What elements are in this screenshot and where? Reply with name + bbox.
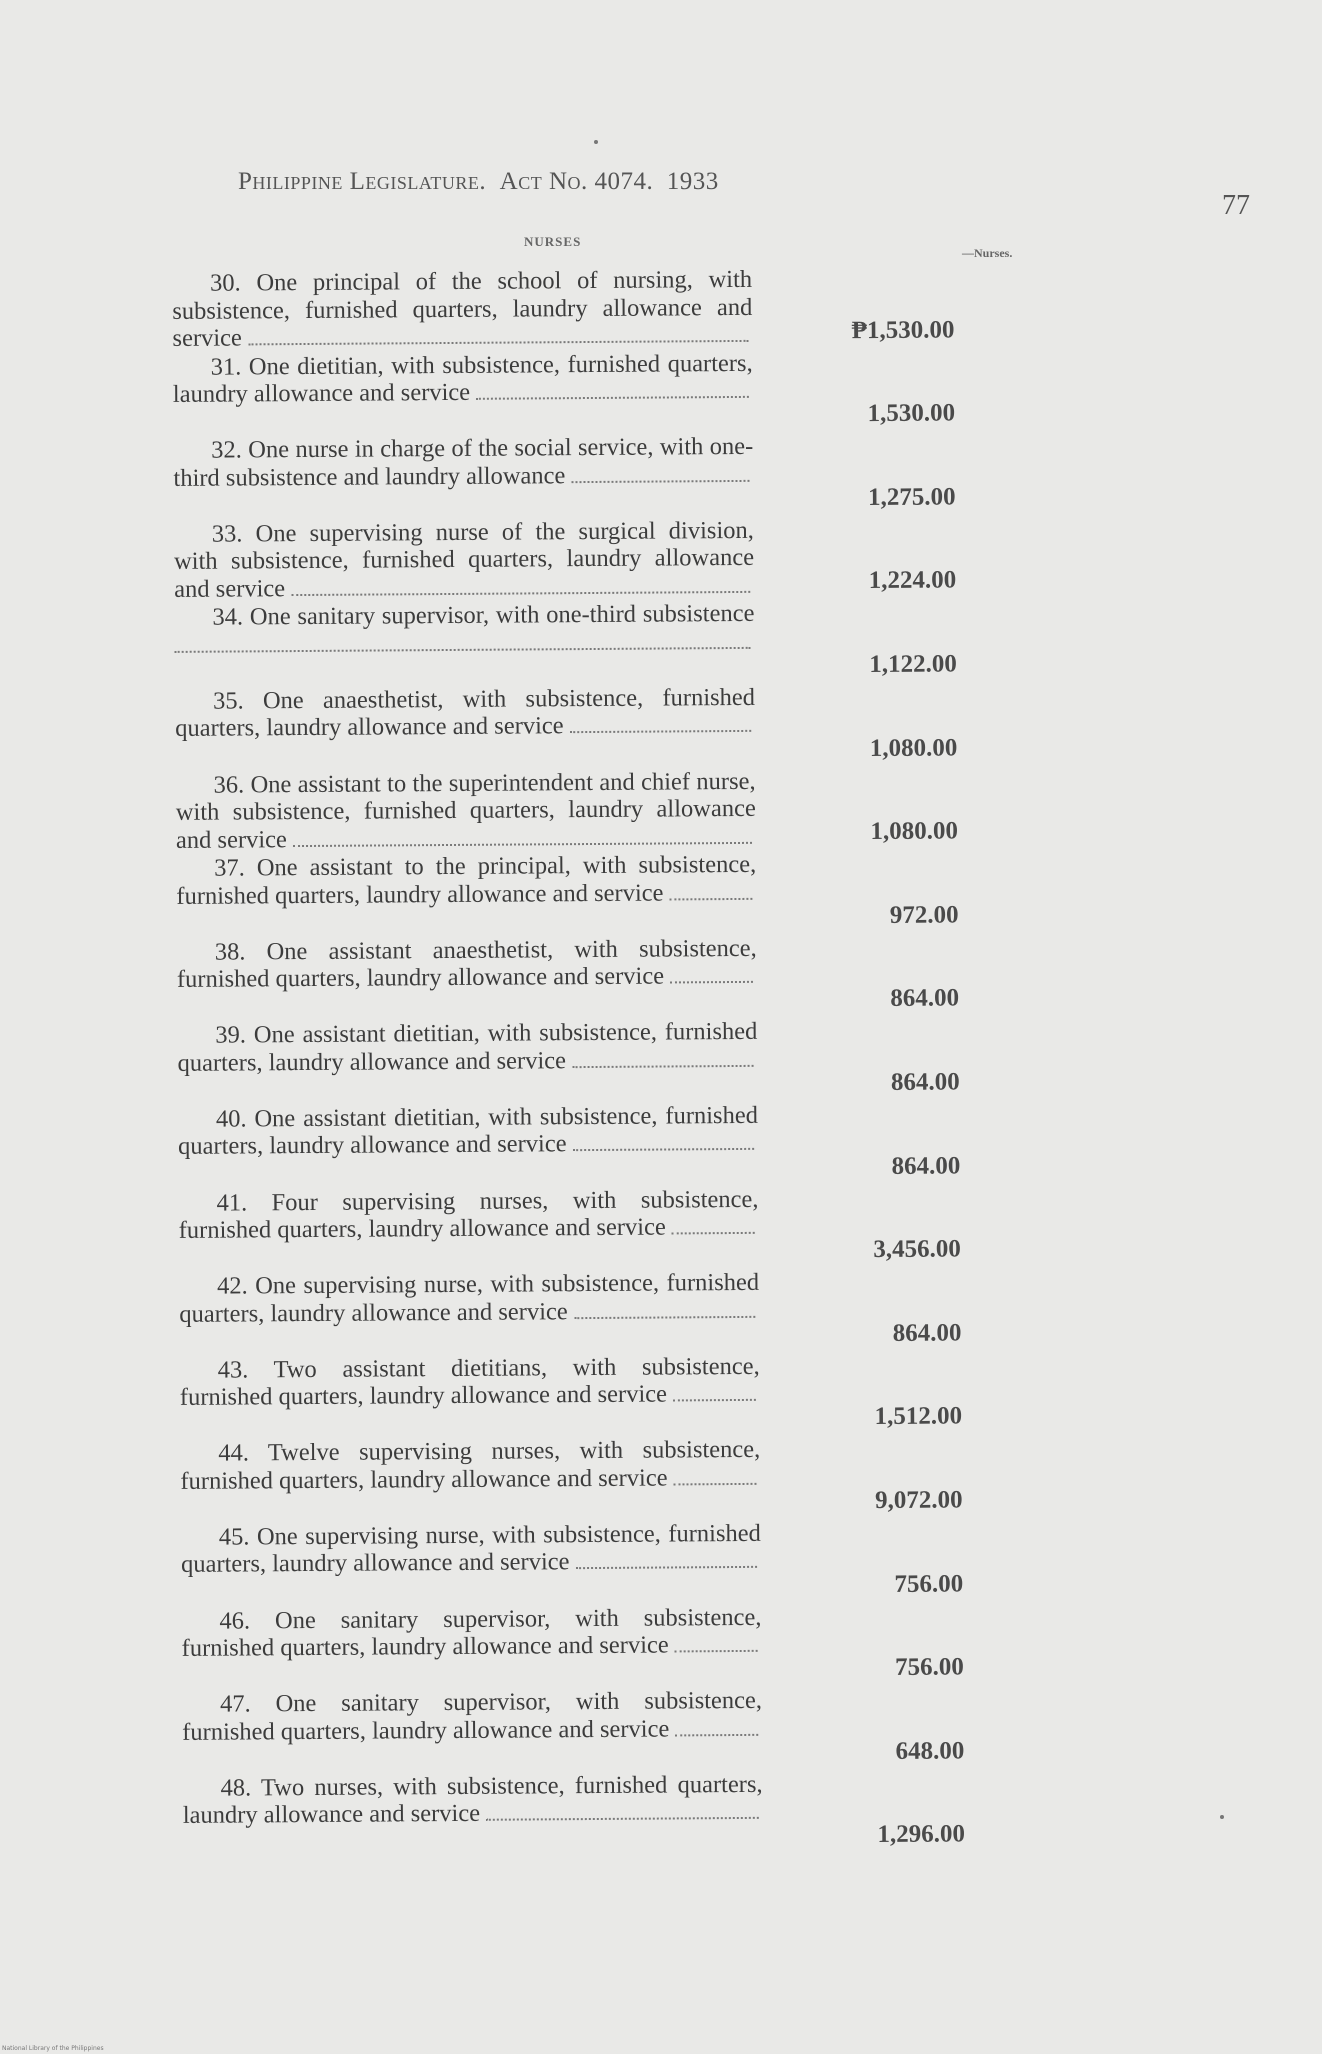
running-header [238,168,918,196]
header-title: Philippine Legislature. [238,168,487,195]
item-amount: 1,122.00 [869,650,957,679]
item-amount: 1,530.00 [867,399,956,428]
item-amount: 864.00 [890,1068,960,1096]
item-text: 43. Two assistant dietitians, with subsistence, furnished quarters, laundry allowance and service [179,1352,760,1412]
leader-dots [672,1214,755,1235]
item-text: 41. Four supervising nurses, with subsistence, furnished quarters, laundry allowance and service [178,1185,759,1244]
item-text: 46. One sanitary supervisor, with subsistence, furnished quarters, laundry allowance and service [181,1603,762,1662]
leader-dots [248,322,749,345]
leader-dots [293,823,752,846]
item-text: 47. One sanitary supervisor, with subsistence, furnished quarters, laundry allowance and service [182,1686,763,1746]
scan-speck [594,140,598,144]
leader-dots [486,1799,759,1821]
item-amount: 756.00 [894,1653,964,1681]
list-item [170,1685,971,1774]
item-description [174,517,755,604]
item-description [183,1771,763,1830]
item-amount: 864.00 [890,984,960,1013]
leader-dots [670,963,753,984]
list-item [168,1435,969,1524]
list-item [167,1268,968,1357]
footer-credit: National Library of the Philippines [2,2045,104,2052]
list-item [163,682,964,771]
leader-dots [175,629,751,653]
item-description [178,1185,758,1244]
item-text: 37. One assistant to the principal, with subsistence, furnished quarters, laundry allowance and service [176,851,757,910]
item-text: 32. One nurse in charge of the social service, with one-third subsistence and laundry allowance [173,433,754,492]
item-amount: 3,456.00 [873,1235,961,1264]
item-description [176,851,756,910]
item-amount: 864.00 [891,1151,961,1180]
list-item [162,515,963,604]
list-item [165,933,966,1022]
header-year: 1933 [666,168,719,195]
list-item [168,1351,969,1440]
list-item [171,1769,972,1858]
leader-dots [673,1381,756,1402]
list-item [161,348,962,437]
item-text: 40. One assistant dietitian, with subsistence, furnished quarters, laundry allowance and service [178,1101,759,1161]
leader-dots [674,1465,757,1486]
margin-note: —Nurses. [962,246,1013,260]
list-item [160,264,961,353]
item-text: 44. Twelve supervising nurses, with subsistence, furnished quarters, laundry allowance and service [180,1436,761,1495]
item-text: 39. One assistant dietitian, with subsistence, furnished quarters, laundry allowance and service [177,1018,758,1077]
item-text: 38. One assistant anaesthetist, with subsistence, furnished quarters, laundry allowance and service [176,934,757,994]
list-item [169,1602,970,1691]
item-amount: ₱1,530.00 [851,316,955,344]
leader-dots [669,880,752,901]
item-text: 30. One principal of the school of nursing, with subsistence, furnished quarters, laundry allowance and service [172,265,753,352]
leader-dots [572,1047,754,1068]
header-act: Act No. 4074. [499,168,654,195]
item-description [177,935,757,994]
leader-dots [571,462,749,483]
leader-dots [675,1632,758,1653]
item-amount: 1,080.00 [869,734,958,762]
list-item [162,599,963,688]
item-description [173,349,753,408]
item-description [175,684,755,743]
item-amount: 1,080.00 [870,817,959,846]
leader-dots [576,1548,758,1569]
scan-speck [1220,1815,1224,1819]
leader-dots [476,378,749,400]
item-amount: 972.00 [889,901,959,929]
leader-dots [574,1297,756,1318]
list-item [164,766,965,855]
item-amount: 1,224.00 [868,566,957,595]
item-text: 42. One supervising nurse, with subsistence, furnished quarters, laundry allowance and service [179,1268,760,1328]
item-text: 34. One sanitary supervisor, with one-third subsistence [174,600,754,659]
item-text: 31. One dietitian, with subsistence, furnished quarters, laundry allowance and service [172,349,753,409]
item-description [180,1436,760,1495]
item-amount: 9,072.00 [875,1486,963,1514]
item-description [172,266,753,353]
section-title: NURSES [524,234,582,249]
item-text: 36. One assistant to the superintendent and chief nurse, with subsistence, furnished quarters, laundry allowance and service [175,767,756,854]
item-amount: 756.00 [894,1569,964,1598]
item-description [176,767,757,854]
list-item [166,1184,967,1273]
item-amount: 864.00 [892,1319,962,1347]
list-item [164,850,965,939]
item-description [179,1269,759,1328]
leader-dots [573,1130,755,1151]
page-number: 77 [1222,190,1250,221]
item-description [181,1603,761,1662]
leader-dots [675,1715,758,1736]
item-text: 35. One anaesthetist, with subsistence, furnished quarters, laundry allowance and service [175,683,756,743]
item-amount: 648.00 [895,1737,965,1765]
item-description [178,1102,758,1161]
item-description [182,1687,762,1746]
appropriation-list [160,264,971,1858]
item-amount: 1,512.00 [874,1402,963,1431]
item-description [180,1353,760,1412]
item-amount: 1,275.00 [868,483,956,511]
item-amount: 1,296.00 [877,1820,966,1849]
leader-dots [291,573,750,596]
item-description [174,600,754,659]
list-item [165,1017,966,1106]
list-item [161,432,962,521]
list-item [166,1100,967,1189]
item-text: 45. One supervising nurse, with subsistence, furnished quarters, laundry allowance and service [180,1519,761,1579]
leader-dots [570,712,752,733]
item-text: 48. Two nurses, with subsistence, furnished quarters, laundry allowance and service [182,1770,763,1830]
item-description [177,1018,757,1077]
item-description [173,433,753,492]
item-description [181,1520,761,1579]
list-item [169,1518,970,1607]
item-text: 33. One supervising nurse of the surgical division, with subsistence, furnished quarters, laundry allowance and service [173,516,755,603]
